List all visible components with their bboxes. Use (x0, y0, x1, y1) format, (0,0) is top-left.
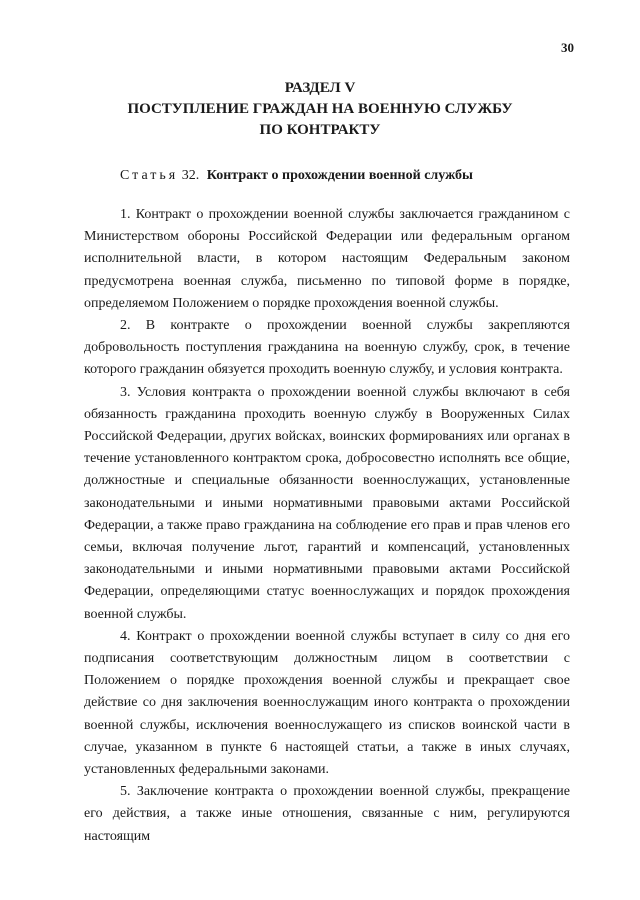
paragraph-3: 3. Условия контракта о прохождении военной службы включают в себя обязанность гражданина проходить военную службу в Вооруженных Силах Российской Федерации, других войсках, воинских формированиях или органах в течение установленного контрактом срока, добросовестно исполнять все общие, должностные и специальные обязанности военнослужащих, установленные законодательными и иными нормативными правовыми актами Российской Федерации, а также право гражданина на соблюдение его прав и прав членов его семьи, включая получение льгот, гарантий и компенсаций, установленных законодательными и иными нормативными правовыми актами Российской Федерации, определяющими статус военнослужащих и порядок прохождения военной службы. (84, 384, 570, 622)
article-word: Статья (120, 168, 179, 183)
section-heading (0, 78, 640, 141)
paragraph-4: 4. Контракт о прохождении военной службы вступает в силу со дня его подписания соответствующим должностным лицом в соответствии с Положением о порядке прохождения военной службы и прекращает свое действие со дня заключения военнослужащим иного контракта о прохождении военной службы, исключения военнослужащего из списков воинской части в случае, указанном в пункте 6 настоящей статьи, а также в иных случаях, установленных федеральными законами. (84, 628, 570, 778)
article-title (120, 166, 473, 186)
paragraph-1: 1. Контракт о прохождении военной службы заключается гражданином с Министерством обороны Российской Федерации или федеральным органом исполнительной власти, в котором настоящим Федеральным законом предусмотрена военная служба, письменно по типовой форме в порядке, определяемом Положением о порядке прохождения военной службы. (84, 207, 570, 311)
section-title-line-1: ПОСТУПЛЕНИЕ ГРАЖДАН НА ВОЕННУЮ СЛУЖБУ (127, 101, 513, 117)
paragraph-2: 2. В контракте о прохождении военной службы закрепляются добровольность поступления гражданина на военную службу, срок, в течение которого гражданин обязуется проходить военную службу, и условия контракта. (84, 318, 570, 378)
paragraph-5: 5. Заключение контракта о прохождении военной службы, прекращение его действия, а также иные отношения, связанные с ним, регулируются настоящим (84, 784, 570, 844)
page-number: 30 (561, 40, 574, 55)
article-name: Контракт о прохождении военной службы (206, 168, 473, 183)
section-title-line-2: ПО КОНТРАКТУ (259, 122, 381, 138)
article-body (84, 204, 570, 848)
section-label: РАЗДЕЛ V (284, 80, 356, 96)
article-number: 32. (181, 168, 200, 183)
